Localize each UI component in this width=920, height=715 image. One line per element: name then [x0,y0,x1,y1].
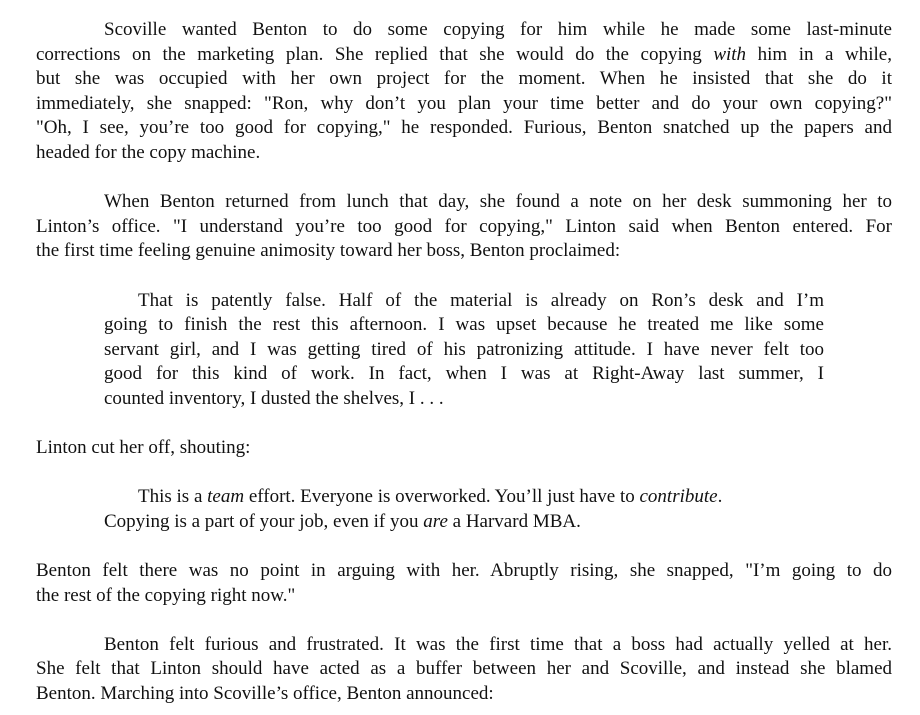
paragraph-gap [36,534,892,559]
text-line: Benton. Marching into Scoville’s office, Benton announced: [36,683,494,705]
paragraph-2 [36,190,892,264]
text-run: a Harvard MBA. [447,510,581,532]
text-line: "Oh, I see, you’re too good for copying," he responded. Furious, Benton snatched up the papers and [36,117,892,139]
text-line: going to finish the rest this afternoon. I was upset because he treated me like some [104,314,824,336]
paragraph-1 [36,18,892,166]
text-line [104,510,824,535]
text-line: Scoville wanted Benton to do some copying for him while he made some last-minute [104,19,892,40]
text-line: good for this kind of work. In fact, when I was at Right-Away last summer, I [104,363,824,385]
paragraph-gap [36,412,892,437]
text-line: Benton felt furious and frustrated. It was the first time that a boss had actually yelled at her. [104,633,892,655]
text-line: counted inventory, I dusted the shelves, I . . . [104,387,444,409]
paragraph-gap [36,166,892,191]
paragraph-gap [36,608,892,633]
text-run: This is a [138,486,208,508]
text-run: . [717,486,723,508]
text-line [104,485,824,510]
paragraph-gap [36,461,892,486]
paragraph-5 [36,633,892,707]
text-line: Linton cut her off, shouting: [36,437,251,459]
paragraph-gap [36,264,892,289]
text-line: When Benton returned from lunch that day, she found a note on her desk summoning her to [104,191,892,213]
italic-run: contribute [639,486,718,508]
text-run: Copying is a part of your job, even if you [104,510,424,532]
text-line: Benton felt there was no point in arguing with her. Abruptly rising, she snapped, "I’m going to do [36,560,892,582]
text-line: That is patently false. Half of the material is already on Ron’s desk and I’m [138,289,824,311]
text-line: Linton’s office. "I understand you’re too good for copying," Linton said when Benton entered. For [36,215,892,237]
text-run: corrections on the marketing plan. She replied that she would do the copying [36,43,714,65]
text-line: but she was occupied with her own project for the moment. When he insisted that she do it [36,68,892,90]
text-line: immediately, she snapped: "Ron, why don’t you plan your time better and do your own copying?" [36,92,892,114]
text-line: servant girl, and I was getting tired of his patronizing attitude. I have never felt too [104,338,824,360]
text-line: the rest of the copying right now." [36,584,296,606]
text-run: him in a while, [746,43,892,65]
text-line: the first time feeling genuine animosity toward her boss, Benton proclaimed: [36,240,621,262]
paragraph-3 [36,436,892,461]
paragraph-4 [36,559,892,608]
italic-run: are [423,510,448,532]
text-line: headed for the copy machine. [36,141,261,163]
italic-run: team [207,486,245,508]
text-run: effort. Everyone is overworked. You’ll just have to [244,486,640,508]
block-quote-2 [104,485,824,534]
document-page [36,18,892,707]
block-quote-1 [104,289,824,412]
text-line [36,43,892,68]
italic-run: with [713,43,747,65]
text-line: She felt that Linton should have acted as a buffer between her and Scoville, and instead she blamed [36,658,892,680]
